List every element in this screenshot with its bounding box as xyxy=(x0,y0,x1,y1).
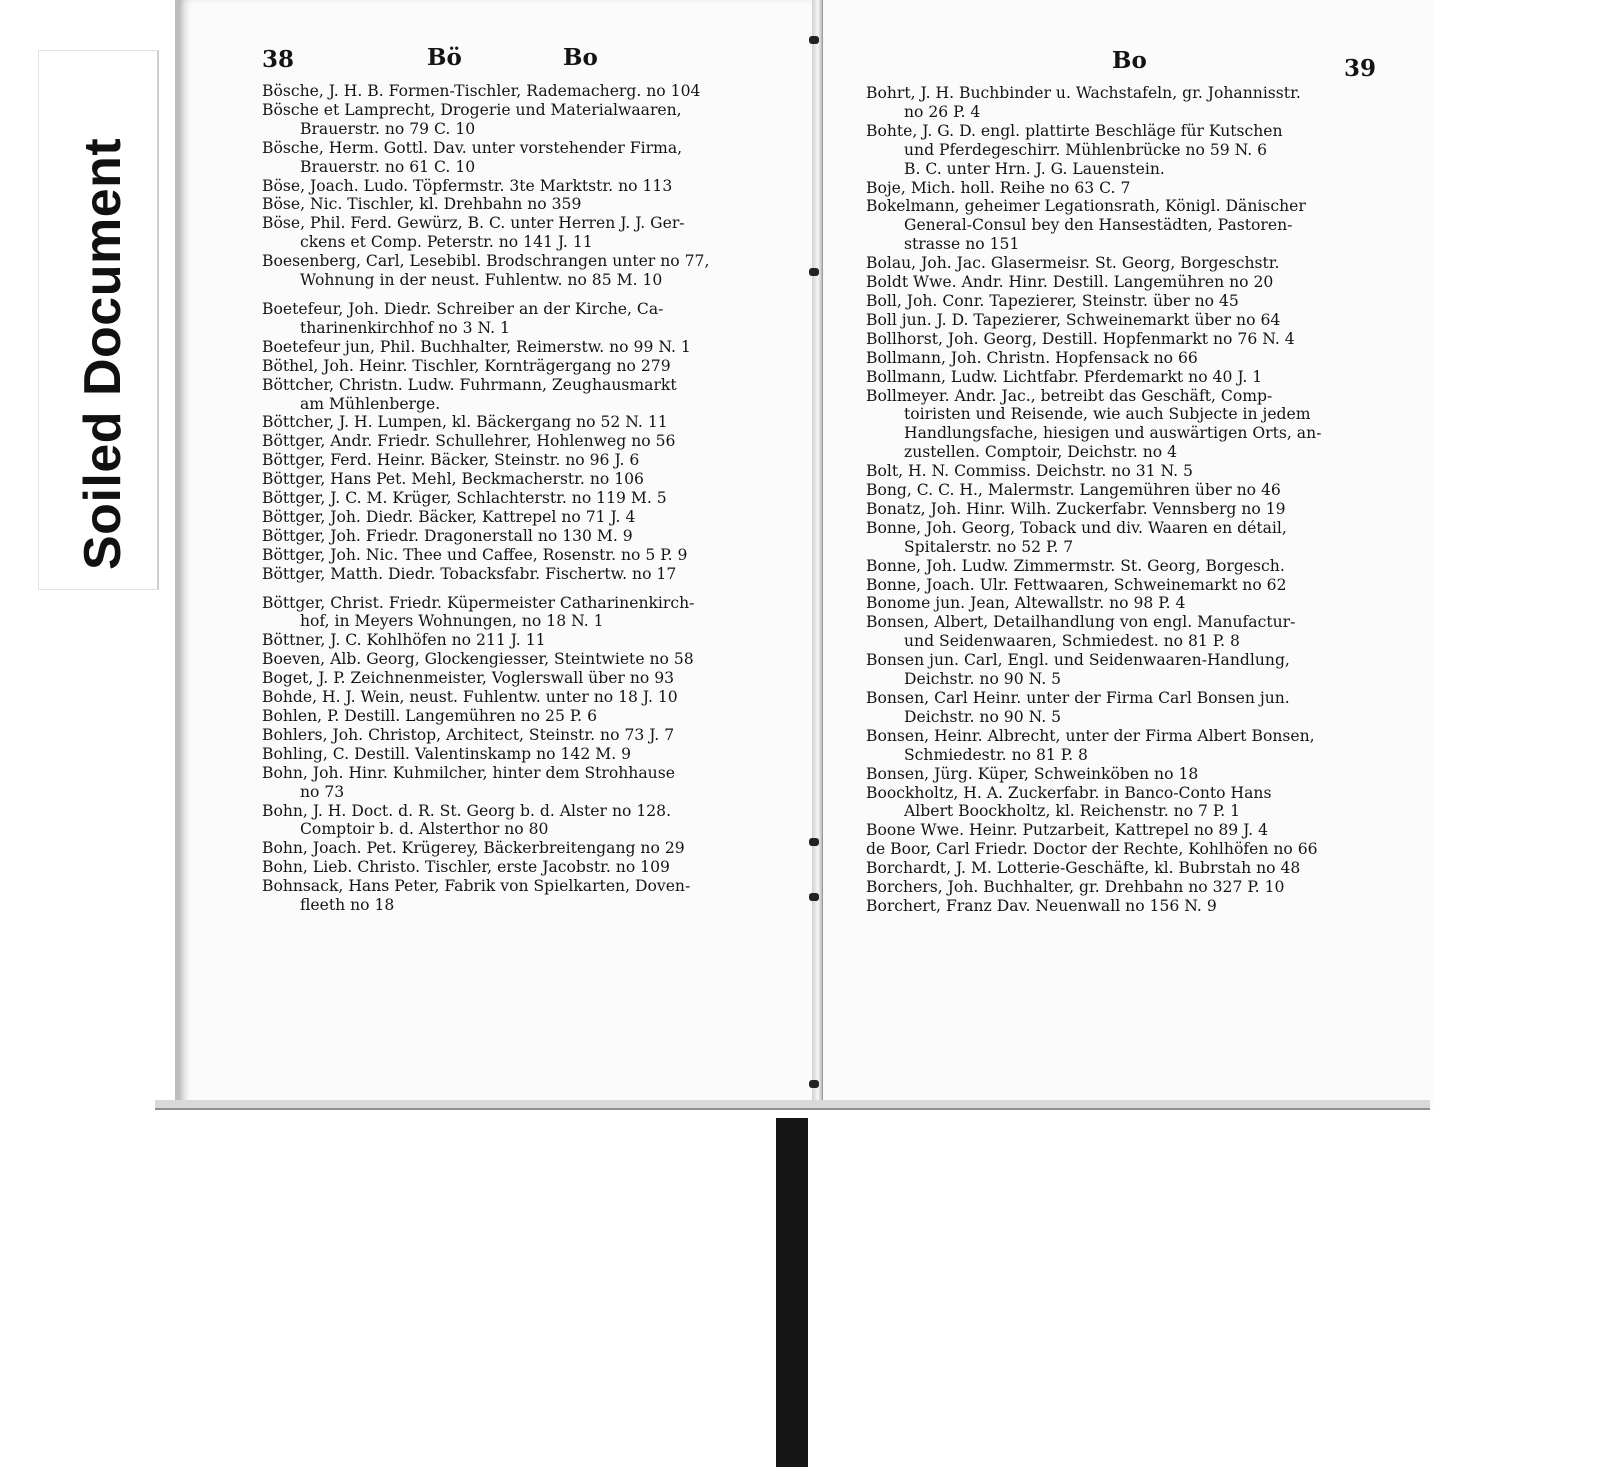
directory-entry xyxy=(262,451,756,470)
entry-line: Bohlers, Joh. Christop, Architect, Steinstr. no 73 J. 7 xyxy=(262,725,675,744)
left-running-head-1: Bö xyxy=(427,44,462,71)
entry-line: Böttner, J. C. Kohlhöfen no 211 J. 11 xyxy=(262,631,546,650)
directory-entry xyxy=(866,500,1374,519)
entry-line: Boeven, Alb. Georg, Glockengiesser, Steintwiete no 58 xyxy=(262,650,694,669)
directory-entry xyxy=(866,594,1374,613)
entry-line: Bong, C. C. H., Malermstr. Langemühren über no 46 xyxy=(866,481,1281,500)
entry-line: Bollmann, Ludw. Lichtfabr. Pferdemarkt no 40 J. 1 xyxy=(866,367,1263,386)
directory-entry xyxy=(866,481,1374,500)
entry-line: Bonsen, Jürg. Küper, Schweinköben no 18 xyxy=(866,764,1199,783)
entry-continuation-line: B. C. unter Hrn. J. G. Lauenstein. xyxy=(904,159,1165,178)
entry-line: Böttger, Hans Pet. Mehl, Beckmacherstr. no 106 xyxy=(262,470,644,489)
entry-continuation-line: Schmiedestr. no 81 P. 8 xyxy=(904,745,1088,764)
directory-entry xyxy=(262,489,756,508)
entry-line: Bonne, Joach. Ulr. Fettwaaren, Schweinemarkt no 62 xyxy=(866,575,1287,594)
entry-line: Borchers, Joh. Buchhalter, gr. Drehbahn no 327 P. 10 xyxy=(866,878,1285,897)
directory-entry xyxy=(262,688,756,707)
entry-line: Boesenberg, Carl, Lesebibl. Brodschrangen unter no 77, xyxy=(262,252,710,271)
directory-entry xyxy=(866,821,1374,840)
binding-strip xyxy=(776,1118,808,1467)
directory-entry xyxy=(866,689,1374,727)
entry-line: Bonatz, Joh. Hinr. Wilh. Zuckerfabr. Vennsberg no 19 xyxy=(866,499,1286,518)
directory-entry xyxy=(262,177,756,196)
entry-continuation-line: Brauerstr. no 61 C. 10 xyxy=(300,157,476,176)
entry-continuation-line: Albert Boockholtz, kl. Reichenstr. no 7 P. 1 xyxy=(904,802,1241,821)
entry-line: Bohlen, P. Destill. Langemühren no 25 P. 6 xyxy=(262,707,597,725)
directory-entry xyxy=(866,349,1374,368)
entry-line: Boetefeur, Joh. Diedr. Schreiber an der Kirche, Ca- xyxy=(262,299,664,318)
entry-line: Borchert, Franz Dav. Neuenwall no 156 N. 9 xyxy=(866,896,1217,915)
entry-line: Bonsen jun. Carl, Engl. und Seidenwaaren-Handlung, xyxy=(866,651,1290,670)
directory-entry xyxy=(866,519,1374,557)
entry-line: Boll jun. J. D. Tapezierer, Schweinemarkt über no 64 xyxy=(866,310,1281,329)
entry-continuation-line: tharinenkirchhof no 3 N. 1 xyxy=(300,318,510,337)
entry-line: Bonne, Joh. Ludw. Zimmermstr. St. Georg, Borgesch. xyxy=(866,556,1285,575)
directory-entry xyxy=(262,745,756,764)
directory-entry xyxy=(262,631,756,650)
left-running-head-2: Bo xyxy=(563,44,598,71)
entry-continuation-line: Handlungsfache, hiesigen und auswärtigen Orts, an- xyxy=(904,424,1322,443)
entry-continuation-line: no 73 xyxy=(300,782,345,801)
entry-line: Bonsen, Carl Heinr. unter der Firma Carl Bonsen jun. xyxy=(866,689,1290,707)
directory-entry xyxy=(262,527,756,546)
entry-continuation-line: toiristen und Reisende, wie auch Subjecte in jedem xyxy=(904,405,1311,424)
directory-entry xyxy=(866,897,1374,916)
directory-entry xyxy=(262,413,756,432)
directory-entry xyxy=(866,840,1374,859)
directory-entry xyxy=(866,254,1374,273)
entry-line: Bohn, Joach. Pet. Krügerey, Bäckerbreitengang no 29 xyxy=(262,839,685,858)
stitch-mark xyxy=(809,893,819,901)
entry-continuation-line: Spitalerstr. no 52 P. 7 xyxy=(904,537,1074,556)
entry-line: Bolau, Joh. Jac. Glasermeisr. St. Georg, Borgeschstr. xyxy=(866,254,1280,273)
directory-entry xyxy=(866,784,1374,822)
directory-entry xyxy=(262,802,756,840)
directory-entry xyxy=(262,650,756,669)
entry-line: Böthel, Joh. Heinr. Tischler, Kornträgergang no 279 xyxy=(262,356,671,375)
entry-line: Bollhorst, Joh. Georg, Destill. Hopfenmarkt no 76 N. 4 xyxy=(866,329,1295,348)
directory-entry xyxy=(866,368,1374,387)
entry-line: de Boor, Carl Friedr. Doctor der Rechte, Kohlhöfen no 66 xyxy=(866,840,1318,859)
entry-line: Böse, Phil. Ferd. Gewürz, B. C. unter Herren J. J. Ger- xyxy=(262,214,685,233)
entry-line: Böttcher, J. H. Lumpen, kl. Bäckergang no 52 N. 11 xyxy=(262,413,668,432)
entry-line: Bohn, Joh. Hinr. Kuhmilcher, hinter dem Strohhause xyxy=(262,763,675,782)
entry-continuation-line: Deichstr. no 90 N. 5 xyxy=(904,707,1062,726)
entry-line: Böttcher, Christn. Ludw. Fuhrmann, Zeughausmarkt xyxy=(262,375,677,394)
entry-continuation-line: und Seidenwaaren, Schmiedest. no 81 P. 8 xyxy=(904,632,1240,651)
entry-line: Böttger, Matth. Diedr. Tobacksfabr. Fischertw. no 17 xyxy=(262,564,677,583)
directory-entry xyxy=(262,432,756,451)
entry-line: Bonsen, Albert, Detailhandlung von engl. Manufactur- xyxy=(866,613,1296,632)
entry-continuation-line: und Pferdegeschirr. Mühlenbrücke no 59 N. 6 xyxy=(904,140,1268,159)
directory-entry xyxy=(262,669,756,688)
directory-entry xyxy=(866,179,1374,198)
entry-line: Böse, Nic. Tischler, kl. Drehbahn no 359 xyxy=(262,195,582,214)
right-running-head: Bo xyxy=(1112,47,1147,74)
entry-line: Böttger, Joh. Nic. Thee und Caffee, Rosenstr. no 5 P. 9 xyxy=(262,545,688,564)
entry-continuation-line: General-Consul bey den Hansestädten, Pastoren- xyxy=(904,216,1293,235)
directory-entry xyxy=(866,292,1374,311)
entry-line: Boetefeur jun, Phil. Buchhalter, Reimerstw. no 99 N. 1 xyxy=(262,337,691,356)
directory-entry xyxy=(262,214,756,252)
entry-line: Boockholtz, H. A. Zuckerfabr. in Banco-Conto Hans xyxy=(866,783,1272,802)
directory-entry xyxy=(866,330,1374,349)
directory-entry xyxy=(262,300,756,338)
directory-entry xyxy=(262,376,756,414)
entry-line: Bohte, J. G. D. engl. plattirte Beschläge für Kutschen xyxy=(866,121,1283,140)
directory-entry xyxy=(866,613,1374,651)
entry-line: Boldt Wwe. Andr. Hinr. Destill. Langemühren no 20 xyxy=(866,273,1274,292)
entry-line: Bonome jun. Jean, Altewallstr. no 98 P. 4 xyxy=(866,594,1186,613)
directory-entry xyxy=(262,195,756,214)
directory-entry xyxy=(866,462,1374,481)
right-page-number: 39 xyxy=(1344,55,1377,82)
directory-entry xyxy=(866,273,1374,292)
directory-entry xyxy=(262,707,756,726)
entry-continuation-line: strasse no 151 xyxy=(904,235,1020,254)
entry-line: Boget, J. P. Zeichnenmeister, Voglerswall über no 93 xyxy=(262,669,675,688)
entry-line: Boone Wwe. Heinr. Putzarbeit, Kattrepel no 89 J. 4 xyxy=(866,821,1269,840)
directory-entry xyxy=(866,557,1374,576)
entry-continuation-line: zustellen. Comptoir, Deichstr. no 4 xyxy=(904,443,1178,462)
directory-entry xyxy=(262,82,756,101)
directory-entry xyxy=(262,546,756,565)
directory-entry xyxy=(866,765,1374,784)
entry-continuation-line: Wohnung in der neust. Fuhlentw. no 85 M. 10 xyxy=(300,271,663,290)
entry-line: Boll, Joh. Conr. Tapezierer, Steinstr. über no 45 xyxy=(866,291,1239,310)
entry-gap xyxy=(262,290,756,300)
entry-line: Bohn, Lieb. Christo. Tischler, erste Jacobstr. no 109 xyxy=(262,858,670,877)
entry-line: Bolt, H. N. Commiss. Deichstr. no 31 N. 5 xyxy=(866,462,1193,481)
entry-line: Bohn, J. H. Doct. d. R. St. Georg b. d. Alster no 128. xyxy=(262,801,672,820)
page-bottom-edge xyxy=(155,1100,1430,1110)
entry-continuation-line: Deichstr. no 90 N. 5 xyxy=(904,670,1062,689)
entry-line: Bokelmann, geheimer Legationsrath, Königl. Dänischer xyxy=(866,197,1306,216)
entry-line: Bösche, J. H. B. Formen-Tischler, Rademacherg. no 104 xyxy=(262,82,701,100)
document-label: Soiled Document xyxy=(74,137,132,570)
directory-entry xyxy=(262,508,756,527)
left-entry-list xyxy=(262,82,756,915)
directory-entry xyxy=(866,197,1374,254)
entry-line: Borchardt, J. M. Lotterie-Geschäfte, kl. Bubrstah no 48 xyxy=(866,859,1301,878)
entry-line: Böttger, Ferd. Heinr. Bäcker, Steinstr. no 96 J. 6 xyxy=(262,451,640,470)
right-entry-list xyxy=(866,84,1374,916)
directory-entry xyxy=(866,878,1374,897)
entry-continuation-line: no 26 P. 4 xyxy=(904,102,981,121)
entry-line: Boje, Mich. holl. Reihe no 63 C. 7 xyxy=(866,178,1131,197)
directory-entry xyxy=(262,594,756,632)
directory-entry xyxy=(262,839,756,858)
directory-entry xyxy=(866,859,1374,878)
directory-entry xyxy=(866,122,1374,179)
stitch-mark xyxy=(809,1080,819,1088)
directory-entry xyxy=(262,565,756,584)
entry-line: Bohling, C. Destill. Valentinskamp no 142 M. 9 xyxy=(262,744,632,763)
entry-line: Böttger, Joh. Diedr. Bäcker, Kattrepel no 71 J. 4 xyxy=(262,507,636,526)
entry-line: Bollmann, Joh. Christn. Hopfensack no 66 xyxy=(866,348,1198,367)
entry-line: Bösche, Herm. Gottl. Dav. unter vorstehender Firma, xyxy=(262,138,683,157)
stitch-mark xyxy=(809,838,819,846)
entry-continuation-line: fleeth no 18 xyxy=(300,896,395,915)
entry-continuation-line: ckens et Comp. Peterstr. no 141 J. 11 xyxy=(300,233,593,252)
entry-line: Böttger, J. C. M. Krüger, Schlachterstr. no 119 M. 5 xyxy=(262,489,667,508)
entry-line: Böttger, Andr. Friedr. Schullehrer, Hohlenweg no 56 xyxy=(262,432,676,451)
entry-line: Bohrt, J. H. Buchbinder u. Wachstafeln, gr. Johannisstr. xyxy=(866,84,1301,102)
directory-entry xyxy=(262,877,756,915)
left-page-number: 38 xyxy=(262,46,295,73)
directory-entry xyxy=(262,139,756,177)
entry-continuation-line: hof, in Meyers Wohnungen, no 18 N. 1 xyxy=(300,612,604,631)
entry-continuation-line: am Mühlenberge. xyxy=(300,394,441,413)
entry-line: Bohde, H. J. Wein, neust. Fuhlentw. unter no 18 J. 10 xyxy=(262,688,678,707)
book-gutter xyxy=(812,0,822,1110)
directory-entry xyxy=(262,101,756,139)
directory-entry xyxy=(866,651,1374,689)
entry-continuation-line: Brauerstr. no 79 C. 10 xyxy=(300,119,476,138)
entry-line: Böse, Joach. Ludo. Töpfermstr. 3te Marktstr. no 113 xyxy=(262,176,673,195)
directory-entry xyxy=(262,338,756,357)
entry-line: Bösche et Lamprecht, Drogerie und Materialwaaren, xyxy=(262,100,682,119)
entry-continuation-line: Comptoir b. d. Alsterthor no 80 xyxy=(300,820,549,839)
directory-entry xyxy=(262,357,756,376)
entry-line: Bonsen, Heinr. Albrecht, unter der Firma Albert Bonsen, xyxy=(866,726,1315,745)
entry-line: Böttger, Christ. Friedr. Küpermeister Catharinenkirch- xyxy=(262,593,695,612)
directory-entry xyxy=(866,311,1374,330)
directory-entry xyxy=(866,387,1374,463)
entry-line: Bollmeyer. Andr. Jac., betreibt das Geschäft, Comp- xyxy=(866,386,1273,405)
entry-gap xyxy=(262,584,756,594)
directory-entry xyxy=(866,727,1374,765)
directory-entry xyxy=(262,252,756,290)
directory-entry xyxy=(866,84,1374,122)
directory-entry xyxy=(262,764,756,802)
directory-entry xyxy=(262,858,756,877)
directory-entry xyxy=(866,576,1374,595)
entry-line: Bonne, Joh. Georg, Toback und div. Waaren en détail, xyxy=(866,518,1287,537)
entry-line: Bohnsack, Hans Peter, Fabrik von Spielkarten, Doven- xyxy=(262,877,691,896)
directory-entry xyxy=(262,726,756,745)
directory-entry xyxy=(262,470,756,489)
entry-line: Böttger, Joh. Friedr. Dragonerstall no 130 M. 9 xyxy=(262,526,633,545)
stitch-mark xyxy=(809,268,819,276)
stitch-mark xyxy=(809,36,819,44)
